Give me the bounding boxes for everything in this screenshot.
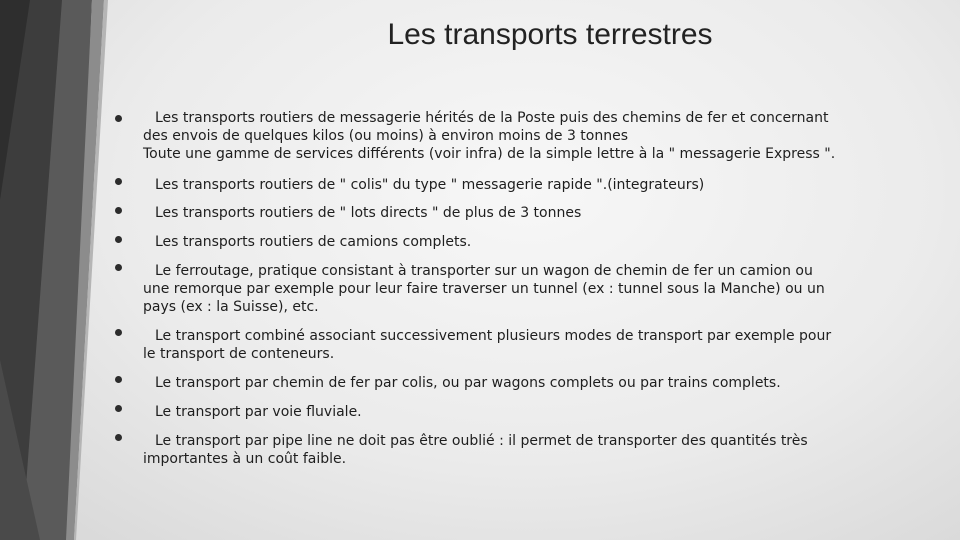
bullet-line: Toute une gamme de services différents (voir infra) de la simple lettre à la " messagerie Express ". xyxy=(143,146,836,162)
bullet-item xyxy=(143,233,903,251)
bullet-line: importantes à un coût faible. xyxy=(143,451,347,467)
bullet-line: une remorque par exemple pour leur faire traverser un tunnel (ex : tunnel sous la Manche) ou un xyxy=(143,281,825,297)
bullet-item xyxy=(143,374,903,392)
bullet-line: Les transports routiers de " lots directs " de plus de 3 tonnes xyxy=(155,205,582,221)
bullet-line: Les transports routiers de camions complets. xyxy=(155,234,472,250)
bullet-dot xyxy=(115,405,122,412)
bullet-dot xyxy=(115,329,122,336)
bullet-line: le transport de conteneurs. xyxy=(143,346,335,362)
bullet-item xyxy=(143,403,903,421)
bullet-line: Le transport par chemin de fer par colis, ou par wagons complets ou par trains complets. xyxy=(155,375,781,391)
bullet-item xyxy=(143,432,903,468)
bullet-item xyxy=(143,109,903,163)
bullet-dot xyxy=(115,207,122,214)
bullet-line: Les transports routiers de messagerie hérités de la Poste puis des chemins de fer et concernant xyxy=(155,110,829,126)
bullet-line: Le transport par voie fluviale. xyxy=(155,404,362,420)
bullet-dot xyxy=(115,376,122,383)
bullet-item xyxy=(143,176,903,194)
bullet-dot xyxy=(115,178,122,185)
bullet-line: Les transports routiers de " colis" du type " messagerie rapide ".(integrateurs) xyxy=(155,177,705,193)
bullet-dot xyxy=(115,264,122,271)
bullet-line: pays (ex : la Suisse), etc. xyxy=(143,299,319,315)
bullet-line: Le transport combiné associant successivement plusieurs modes de transport par exemple pour xyxy=(155,328,832,344)
bullet-dot xyxy=(115,236,122,243)
bullet-item xyxy=(143,204,903,222)
bullet-dot xyxy=(115,115,122,122)
bullet-item xyxy=(143,262,903,316)
bullet-line: des envois de quelques kilos (ou moins) à environ moins de 3 tonnes xyxy=(143,128,629,144)
bullet-item xyxy=(143,327,903,363)
bullet-line: Le transport par pipe line ne doit pas être oublié : il permet de transporter des quantités très xyxy=(155,433,808,449)
bullet-dot xyxy=(115,434,122,441)
slide-title: Les transports terrestres xyxy=(387,18,713,51)
bullet-line: Le ferroutage, pratique consistant à transporter sur un wagon de chemin de fer un camion ou xyxy=(155,263,813,279)
